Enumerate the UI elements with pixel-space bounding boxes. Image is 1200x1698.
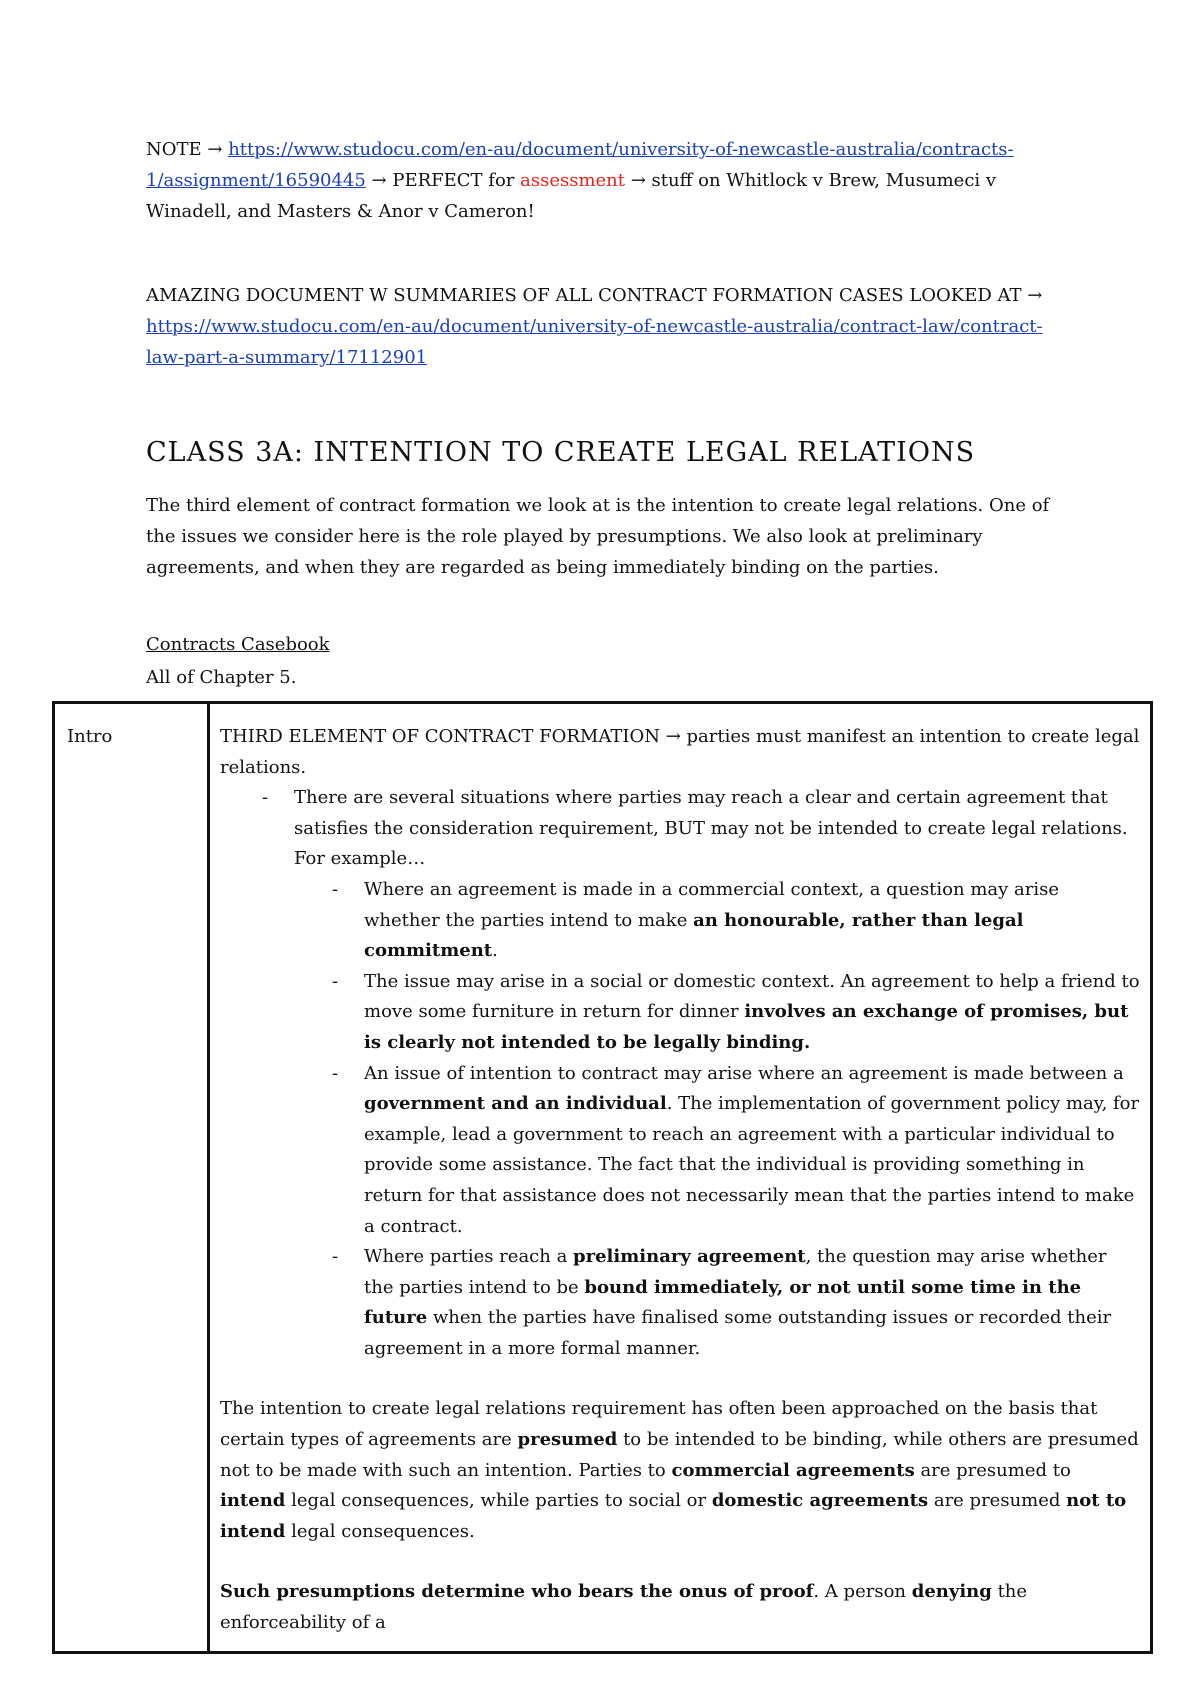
- para-text: are presumed: [928, 1490, 1067, 1512]
- note-link[interactable]: https://www.studocu.com/en-au/document/university-of-newcastle-australia/contracts-1/assignment/16590445: [146, 139, 1014, 191]
- row-content: [209, 703, 1152, 1653]
- list-item: [364, 875, 1140, 967]
- para-text: The intention to create legal relations requirement has often been approached on the basis that certain types of agreements are: [220, 1398, 1098, 1451]
- presumption-paragraph: [220, 1394, 1140, 1547]
- list-item: [364, 1242, 1140, 1364]
- bullet-text: , the question may arise whether the parties intend to be: [364, 1246, 1107, 1298]
- bullet-text: .: [492, 940, 498, 962]
- bold-text: government and an individual: [364, 1093, 667, 1115]
- para-text: the enforceability of a: [220, 1581, 1028, 1634]
- amazing-prefix: AMAZING DOCUMENT W SUMMARIES OF ALL CONTRACT FORMATION CASES LOOKED AT →: [146, 285, 1043, 306]
- bold-text: an honourable, rather than legal commitment: [364, 909, 1024, 962]
- para-text: legal consequences, while parties to social or: [285, 1490, 712, 1512]
- lead-line: THIRD ELEMENT OF CONTRACT FORMATION → parties must manifest an intention to create legal relations.: [220, 726, 1140, 778]
- row-label: Intro: [54, 703, 209, 1653]
- spacer: [220, 1364, 1140, 1394]
- bold-text: intend: [220, 1490, 286, 1512]
- bold-text: bound immediately, or not until some time in the future: [364, 1276, 1082, 1329]
- amazing-paragraph: [146, 280, 1066, 373]
- bullet-text: There are several situations where parties may reach a clear and certain agreement that satisfies the consideration requirement, BUT may not be intended to create legal relations. For example…: [294, 787, 1128, 870]
- bold-text: domestic agreements: [711, 1490, 929, 1512]
- list-item: [364, 967, 1140, 1059]
- casebook-chapter: All of Chapter 5.: [146, 667, 297, 688]
- intro-paragraph: The third element of contract formation we look at is the intention to create legal relations. One of the issues we consider here is the role played by presumptions. We also look at preliminary agreements, and when they are regarded as being immediately binding on the parties.: [146, 495, 1050, 578]
- bullet-text: An issue of intention to contract may arise where an agreement is made between a: [364, 1062, 1124, 1084]
- sub-bullet-list: [294, 875, 1140, 1365]
- onus-paragraph: [220, 1577, 1140, 1638]
- amazing-link[interactable]: https://www.studocu.com/en-au/document/university-of-newcastle-australia/contract-law/contract-law-part-a-summary/17112901: [146, 316, 1043, 368]
- note-suffix: → stuff on Whitlock v Brew, Musumeci v Winadell, and Masters & Anor v Cameron!: [146, 170, 997, 222]
- bullet-list: [220, 783, 1140, 1364]
- bullet-text: when the parties have finalised some outstanding issues or recorded their agreement in a more formal manner.: [364, 1307, 1112, 1359]
- bold-text: presumed: [517, 1429, 618, 1451]
- casebook-title: Contracts Casebook: [146, 634, 330, 655]
- para-text: legal consequences.: [285, 1520, 475, 1542]
- bold-text: Such presumptions determine who bears the onus of proof: [220, 1581, 814, 1603]
- bullet-text: Where parties reach a: [364, 1246, 574, 1268]
- page-title: CLASS 3A: INTENTION TO CREATE LEGAL RELATIONS: [146, 437, 976, 468]
- table-row: [54, 703, 1152, 1653]
- list-item: [294, 783, 1140, 1364]
- para-text: are presumed to: [914, 1459, 1071, 1481]
- bold-text: involves an exchange of promises, but is clearly not intended to be legally binding.: [364, 1001, 1129, 1053]
- bold-text: not to intend: [220, 1490, 1127, 1542]
- para-text: . A person: [813, 1581, 912, 1603]
- bullet-text: The issue may arise in a social or domestic context. An agreement to help a friend to move some furniture in return for dinner: [364, 970, 1140, 1023]
- bold-text: denying: [911, 1581, 992, 1603]
- note-mid: → PERFECT for: [365, 170, 521, 191]
- note-paragraph: [146, 134, 1066, 227]
- list-item: [364, 1059, 1140, 1243]
- bullet-text: Where an agreement is made in a commercial context, a question may arise whether the parties intend to make: [364, 878, 1059, 931]
- para-text: to be intended to be binding, while others are presumed not to be made with such an intention. Parties to: [220, 1429, 1139, 1481]
- bold-text: commercial agreements: [671, 1459, 915, 1481]
- assessment-highlight: assessment: [520, 170, 626, 191]
- notes-table: [52, 701, 1153, 1654]
- bold-text: preliminary agreement: [573, 1246, 806, 1268]
- spacer: [220, 1547, 1140, 1577]
- note-prefix: NOTE →: [146, 139, 229, 160]
- bullet-text: . The implementation of government policy may, for example, lead a government to reach an agreement with a particular individual to provide some assistance. The fact that the individual is providing something in return for that assistance does not necessarily mean that the parties intend to make a contract.: [364, 1093, 1140, 1237]
